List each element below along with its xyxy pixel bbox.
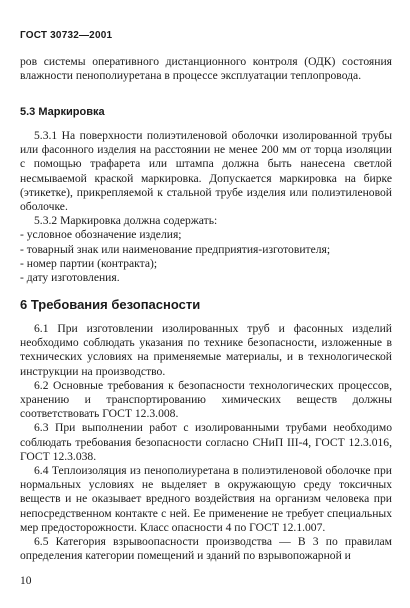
intro-paragraph [20,55,392,83]
list-item: - дату изготовления. [20,271,120,285]
intro-text: ров системы оперативного дистанционного контроля (ОДК) состояния влажности пенополиуретана в процессе эксплуатации теплопровода. [20,55,392,83]
section-5-3-title: 5.3 Маркировка [20,106,105,118]
paragraph-6-5: 6.5 Категория взрывоопасности производства — В 3 по правилам определения категории помещений и зданий по взрывопожарной и [20,535,392,563]
paragraph-6-3: 6.3 При выполнении работ с изолированными трубами необходимо соблюдать требования безопасности согласно СНиП III-4, ГОСТ 12.3.016, ГОСТ 12.3.038. [20,421,392,463]
section-6-body [20,322,392,563]
paragraph-5-3-1: 5.3.1 На поверхности полиэтиленовой оболочки изолированной трубы или фасонного изделия на расстоянии не менее 200 мм от торца изоляции с помощью трафарета или штампа должна быть нанесена светлой несмываемой краской маркировка. Допускается маркировка на бирке (этикетке), прикрепляемой к стальной трубе изделия или полиэтиленовой оболочке. [20,129,392,214]
list-item: - условное обозначение изделия; [20,228,182,242]
section-5-3-body [20,129,392,285]
marking-list [20,228,392,285]
paragraph-5-3-2: 5.3.2 Маркировка должна содержать: [34,214,218,228]
page-number: 10 [20,575,32,587]
paragraph-6-4: 6.4 Теплоизоляция из пенополиуретана в полиэтиленовой оболочке при нормальных условиях не выделяет в окружающую среду токсичных веществ и не оказывает вредного воздействия на организм человека при непосредственном контакте с ней. Ее применение не требует специальных мер предосторожности. Класс опасности 4 по ГОСТ 12.1.007. [20,464,392,534]
list-item: - номер партии (контракта); [20,256,158,270]
paragraph-6-2: 6.2 Основные требования к безопасности технологических процессов, хранению и транспортированию химических веществ должны соответствовать ГОСТ 12.3.008. [20,378,392,421]
page-header-doc-id: ГОСТ 30732—2001 [20,30,113,41]
list-item: - товарный знак или наименование предприятия-изготовителя; [20,242,331,256]
section-6-title: 6 Требования безопасности [20,297,201,312]
paragraph-6-1: 6.1 При изготовлении изолированных труб и фасонных изделий необходимо соблюдать указания по технике безопасности, изложенные в технических условиях на применяемые материалы, и в технологической инструкции на производство. [20,322,392,378]
